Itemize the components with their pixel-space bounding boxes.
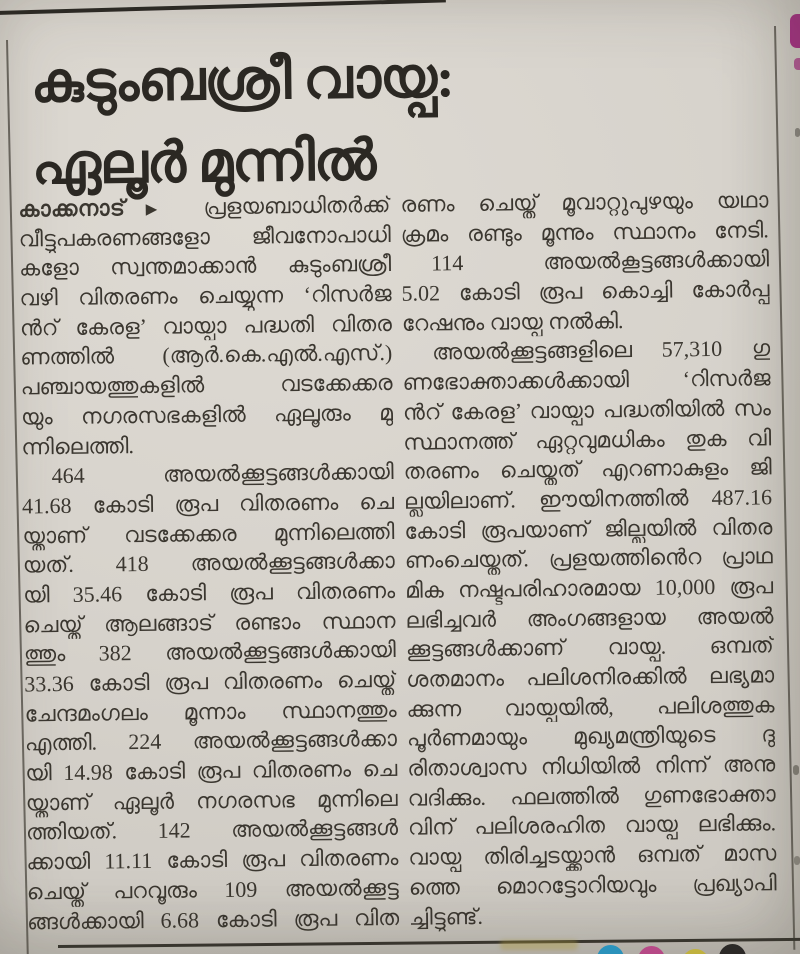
body-line: പൂർണമായും മുഖ്യമന്ത്രിയുടെ ദു <box>406 721 776 752</box>
body-line: ത്തിയത്. 142 അയൽക്കൂട്ടങ്ങൾ <box>25 815 399 845</box>
body-line: യും നഗരസഭകളിൽ ഏലൂരും മു <box>20 399 394 430</box>
body-line: ച്ചിട്ടുണ്ട്. <box>408 903 484 930</box>
body-line: തരണം ചെയ്തത് എറണാകുളം ജി <box>403 454 772 484</box>
headline <box>30 37 455 206</box>
body-line: 41.68 കോടി രൂപ വിതരണം ചെ <box>21 488 395 519</box>
body-line: ൻറ് കേരള’ വായ്പാ പദ്ധതി വിതര <box>19 310 393 341</box>
body-line: ണത്തിൽ (ആർ.കെ.എൽ.എസ്.) <box>20 340 393 370</box>
body-line: ല്ലയിലാണ്. ഈയിനത്തിൽ 487.16 <box>403 484 773 514</box>
body-line: ണംചെയ്തത്. പ്രളയത്തിൻെറ പ്രാഥ <box>404 543 773 574</box>
right-column <box>400 185 777 932</box>
left-column <box>18 190 399 937</box>
yellow-registration-dot-icon <box>682 949 709 954</box>
body-line: വഴി വിതരണം ചെയ്യുന്ന ‘റിസർജ <box>19 280 392 311</box>
body-line: യ്താണ് വടക്കേക്കര മുന്നിലെത്തി <box>22 518 395 549</box>
yellow-ink-smudge <box>500 940 578 950</box>
right-column-lines <box>400 185 777 932</box>
body-line: ചേന്ദമംഗലം മൂന്നാം സ്ഥാനത്തും <box>24 696 397 727</box>
body-line: 114 അയൽകൂട്ടങ്ങൾക്കായി <box>430 246 770 276</box>
body-line: യി 35.46 കോടി രൂപ വിതരണം <box>23 577 396 608</box>
body-line: ണഭോക്താക്കൾക്കായി ‘റിസർജ <box>402 365 771 395</box>
body-line: യത്. 418 അയൽക്കൂട്ടങ്ങൾക്കാ <box>22 548 395 578</box>
body-line: ശതമാനം പലിശനിരക്കിൽ ലഭ്യമാ <box>406 662 775 692</box>
dateline-text: പ്രളയബാധിതർക്ക് <box>203 191 391 220</box>
body-line: പഞ്ചായത്തുകളിൽ വടക്കേക്കര <box>20 370 393 400</box>
body-line: ന്നിലെത്തി. <box>21 432 135 459</box>
body-line: കളോ സ്വന്തമാക്കാൻ കുടുംബശ്രീ <box>19 251 392 281</box>
body-line: എത്തി. 224 അയൽക്കൂട്ടങ്ങൾക്കാ <box>24 726 398 756</box>
body-line: മിക നഷ്ടപരിഹാരമായ 10,000 രൂപ <box>404 573 774 603</box>
body-line: വായ്പ തിരിച്ചടയ്ക്കാൻ ഒമ്പത് മാസ <box>408 840 777 870</box>
magenta-edge-print-mark-small <box>794 58 800 70</box>
body-line: ലഭിച്ചവർ അംഗങ്ങളായ അയൽ <box>405 602 774 633</box>
headline-line-2: ഏലൂർ മുന്നിൽ <box>31 130 376 197</box>
body-line: രണം ചെയ്ത് മൂവാറ്റുപുഴയും യഥാ <box>400 187 769 217</box>
dateline <box>18 190 390 224</box>
body-line: 464 അയൽക്കൂട്ടങ്ങൾക്കായി <box>51 459 394 489</box>
body-line: ചെയ്ത് ആലങ്ങാട് രണ്ടാം സ്ഥാന <box>23 607 396 638</box>
body-line: സ്ഥാനത്ത് ഏറ്റവുമധികം തുക വി <box>403 424 772 455</box>
magenta-edge-print-mark <box>790 14 800 48</box>
body-line: വീട്ടുപകരണങ്ങളോ ജീവനോപാധി <box>18 221 391 252</box>
body-line: യ്താണ് ഏലൂർ നഗരസഭ മുന്നിലെ <box>25 785 398 816</box>
dateline-arrow-icon: ▶ <box>126 201 177 219</box>
body-line: ങ്ങൾക്കായി 6.68 കോടി രൂപ വിത <box>26 904 400 934</box>
body-line: ചെയ്ത് പറവൂരും 109 അയൽക്കൂട്ട <box>26 874 399 905</box>
body-line: ക്കൂട്ടങ്ങൾക്കാണ് വായ്പ. ഒമ്പത് <box>405 632 774 663</box>
edge-ink-speck <box>795 128 800 137</box>
left-column-lines <box>19 220 400 937</box>
body-line: 33.36 കോടി രൂപ വിതരണം ചെയ്ത് <box>24 666 397 697</box>
body-line: ത്തെ മൊറട്ടോറിയവും പ്രഖ്യാപി <box>408 870 777 900</box>
body-line: ൻറ് കേരള’ വായ്പാ പദ്ധതിയിൽ സം <box>402 395 772 425</box>
body-line: വദിക്കും. ഫലത്തിൽ ഗുണഭോക്താ <box>407 781 776 811</box>
edge-ink-speck <box>794 856 800 865</box>
edge-ink-speck <box>793 765 799 775</box>
dateline-place: കാക്കനാട് <box>18 195 126 222</box>
body-line: ത്തും 382 അയൽക്കൂട്ടങ്ങൾക്കായി <box>23 637 397 667</box>
body-line: ക്കായി 11.11 കോടി രൂപ വിതരണം <box>26 845 399 875</box>
body-line: റേഷനും വായ്പ നൽകി. <box>401 307 624 336</box>
magenta-registration-dot-icon <box>638 946 665 954</box>
body-line: ക്രമം രണ്ടും മൂന്നും സ്ഥാനം നേടി. <box>400 217 769 247</box>
body-line: ക്കുന്ന വായ്പയിൽ, പലിശത്തുക <box>406 691 775 722</box>
body-line: അയൽക്കൂട്ടങ്ങളിലെ 57,310 ഗു <box>432 335 771 365</box>
body-line: യി 14.98 കോടി രൂപ വിതരണം ചെ <box>25 755 398 786</box>
body-line: വിന് പലിശരഹിത വായ്പ ലഭിക്കും. <box>407 810 777 841</box>
body-line: രിതാശ്വാസ നിധിയിൽ നിന്ന് അനു <box>407 751 776 781</box>
body-line: 5.02 കോടി രൂപ കൊച്ചി കോർപ്പ <box>401 276 770 306</box>
headline-line-1: കുടുംബശ്രീ വായ്പ: <box>30 47 455 115</box>
body-line: കോടി രൂപയാണ് ജില്ലയിൽ വിതര <box>404 513 773 544</box>
